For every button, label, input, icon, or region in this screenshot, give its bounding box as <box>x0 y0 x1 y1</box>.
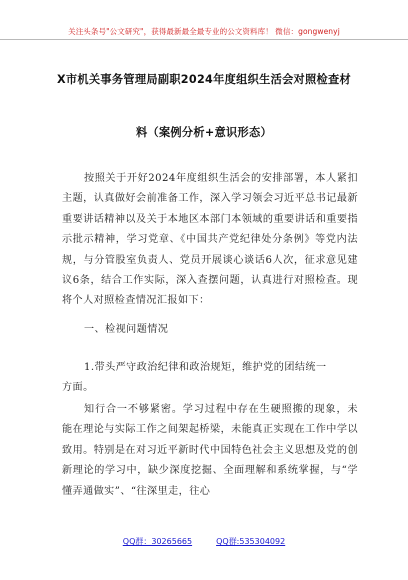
page-header <box>0 0 408 40</box>
footer-qq-group-2[interactable]: QQ群:535304092 <box>216 537 286 546</box>
footer-qq-group-1[interactable]: QQ群：30265665 <box>122 537 193 546</box>
intro-paragraph: 按照关于开好2024年度组织生活会的安排部署，本人紧扣主题，认真做好会前准备工作，深入学习领会习近平总书记最新重要讲话精神以及关于本地区本部门本领域的重要讲话和重要指示批示精神，学习党章、《中国共产党纪律处分条例》等党内法规，与分管股室负责人、党员开展谈心谈话6人次，征求意见建议6条，结合工作实际，深入查摆问题，认真进行对照检查。现将个人对照检查情况汇报如下： <box>62 173 358 307</box>
body-paragraph: 知行合一不够紧密。学习过程中存在生硬照搬的现象，未能在理论与实际工作之间架起桥梁，未能真正实现在工作中学以致用。特别是在对习近平新时代中国特色社会主义思想及党的创新理论的学习中，缺少深度挖掘、全面理解和系统掌握，与“学懂弄通做实”、“往深里走，往心 <box>62 404 358 497</box>
document-title-line-2: 料（案例分析+意识形态） <box>135 126 273 139</box>
item-heading-continued: 方面。 <box>62 382 94 393</box>
header-banner: 关注头条号"公文研究"，获得最新最全最专业的公文资料库！ 微信：gongwenyj <box>68 27 340 36</box>
page-footer <box>0 536 408 547</box>
document-title-line-1: X市机关事务管理局副职2024年度组织生活会对照检查材 <box>57 73 351 86</box>
item-heading: 1.带头严守政治纪律和政治规矩，维护党的团结统一 <box>84 362 327 373</box>
section-heading: 一、检视问题情况 <box>84 324 169 335</box>
